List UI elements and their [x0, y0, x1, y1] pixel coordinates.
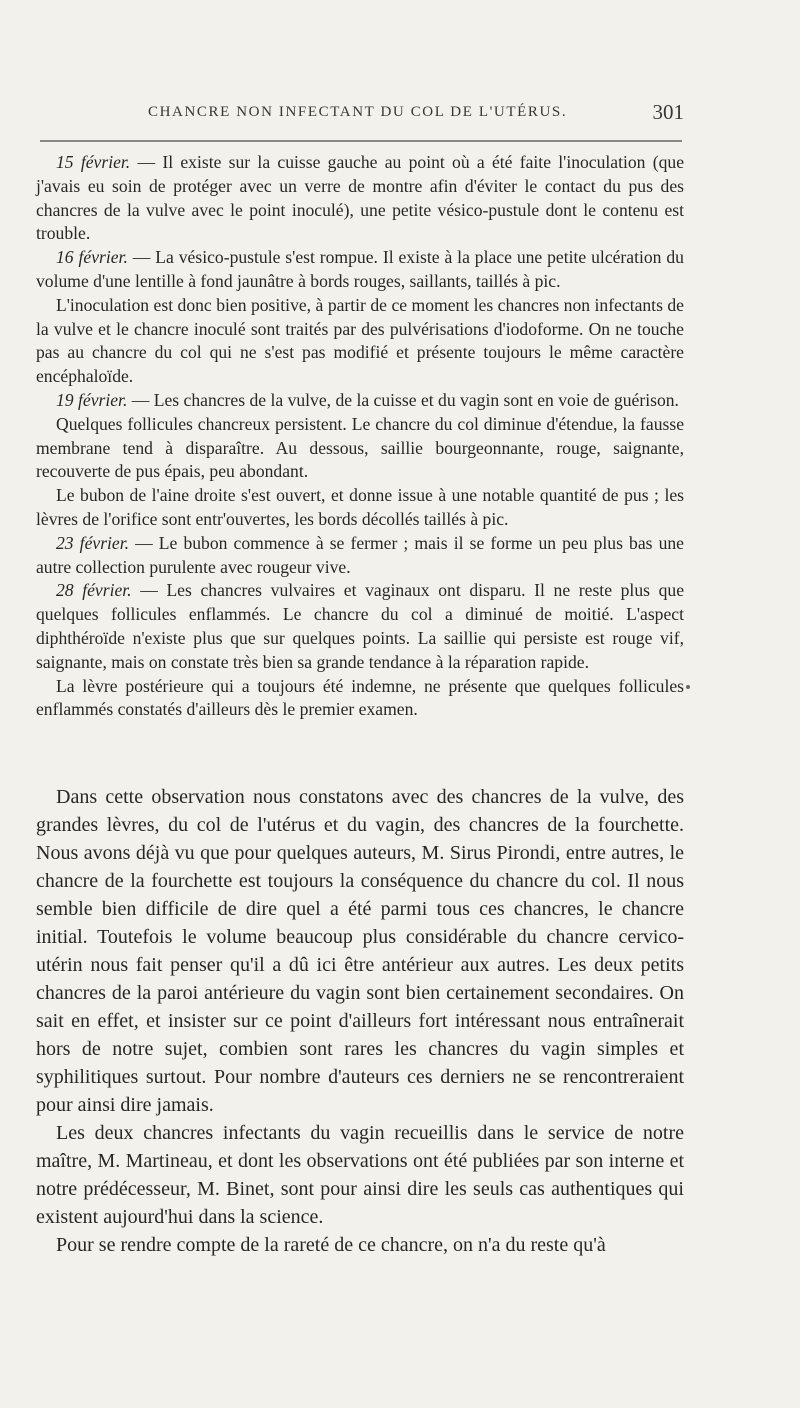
entry-16-fevrier	[36, 246, 684, 294]
header-rule	[40, 140, 682, 142]
margin-dot	[686, 685, 690, 689]
entry-text: — Les chancres vulvaires et vaginaux ont disparu. Il ne reste plus que quelques follicules enflammés. Le chancre du col a diminué de moitié. L'aspect diphthéroïde n'existe plus que sur quelques points. La saillie qui persiste est rouge vif, saignante, mais on constate très bien sa grande tendance à la réparation rapide.	[36, 580, 684, 672]
paragraph: L'inoculation est donc bien positive, à partir de ce moment les chancres non infectants de la vulve et le chancre inoculé sont traités par des pulvérisations d'iodoforme. On ne touche pas au chancre du col qui ne s'est pas modifié et présente toujours le même caractère encéphaloïde.	[36, 294, 684, 387]
paragraph: Dans cette observation nous constatons avec des chancres de la vulve, des grandes lèvres, du col de l'utérus et du vagin, des chancres de la fourchette. Nous avons déjà vu que pour quelques auteurs, M. Sirus Pirondi, entre autres, le chancre de la fourchette est toujours la conséquence du chancre du col. Il nous semble bien difficile de dire quel a été parmi tous ces chancres, le chancre initial. Toutefois le volume beaucoup plus considérable du chancre cervico-utérin nous fait penser qu'il a dû ici être antérieur aux autres. Les deux petits chancres de la paroi antérieure du vagin sont bien certainement secondaires. On sait en effet, et insister sur ce point d'ailleurs fort intéressant nous entraînerait hors de notre sujet, combien sont rares les chancres du vagin simples et syphilitiques surtout. Pour nombre d'auteurs ces derniers ne se rencontreraient pour ainsi dire jamais.	[36, 786, 684, 1116]
entry-date: 16 février.	[56, 247, 128, 268]
observation-notes	[36, 151, 684, 722]
entry-text: — Il existe sur la cuisse gauche au point où a été faite l'inoculation (que j'avais eu soin de protéger avec un verre de montre afin d'éviter le contact du pus des chancres de la vulve avec le point inoculé), une petite vésico-pustule dont le contenu est trouble.	[36, 152, 685, 244]
entry-28-fevrier	[36, 579, 684, 674]
entry-19-fevrier	[36, 389, 684, 413]
entry-date: 15 février.	[56, 152, 131, 172]
page-number: 301	[652, 100, 684, 124]
entry-date: 28 février.	[56, 580, 132, 601]
entry-23-fevrier	[36, 532, 684, 580]
page-header	[36, 100, 684, 130]
paragraph: Le bubon de l'aine droite s'est ouvert, et donne issue à une notable quantité de pus ; les lèvres de l'orifice sont entr'ouvertes, les bords décollés taillés à pic.	[36, 485, 684, 529]
paragraph: Quelques follicules chancreux persistent. Le chancre du col diminue d'étendue, la fausse membrane tend à disparaître. Au dessous, saillie bourgeonnante, rouge, saignante, recouverte de pus épais, peu abondant.	[36, 413, 684, 482]
entry-date: 19 février.	[56, 389, 128, 410]
entry-15-fevrier	[36, 151, 684, 246]
entry-text: — Les chancres de la vulve, de la cuisse et du vagin sont en voie de guérison.	[127, 389, 679, 410]
paragraph: La lèvre postérieure qui a toujours été indemne, ne présente que quelques follicules enflammés constatés d'ailleurs dès le premier examen.	[36, 675, 684, 720]
discussion-text	[36, 783, 684, 1259]
entry-text: — Le bubon commence à se fermer ; mais il se forme un peu plus bas une autre collection purulente avec rougeur vive.	[36, 532, 684, 577]
entry-date: 23 février.	[56, 532, 130, 553]
paragraph: Les deux chancres infectants du vagin recueillis dans le service de notre maître, M. Martineau, et dont les observations ont été publiées par son interne et notre prédécesseur, M. Binet, sont pour ainsi dire les seuls cas authentiques qui existent aujourd'hui dans la science.	[36, 1122, 684, 1228]
running-title: CHANCRE NON INFECTANT DU COL DE L'UTÉRUS.	[148, 104, 568, 120]
paragraph: Pour se rendre compte de la rareté de ce chancre, on n'a du reste qu'à	[56, 1234, 606, 1256]
entry-text: — La vésico-pustule s'est rompue. Il existe à la place une petite ulcération du volume d'une lentille à fond jaunâtre à bords rouges, saillants, taillés à pic.	[36, 247, 684, 291]
